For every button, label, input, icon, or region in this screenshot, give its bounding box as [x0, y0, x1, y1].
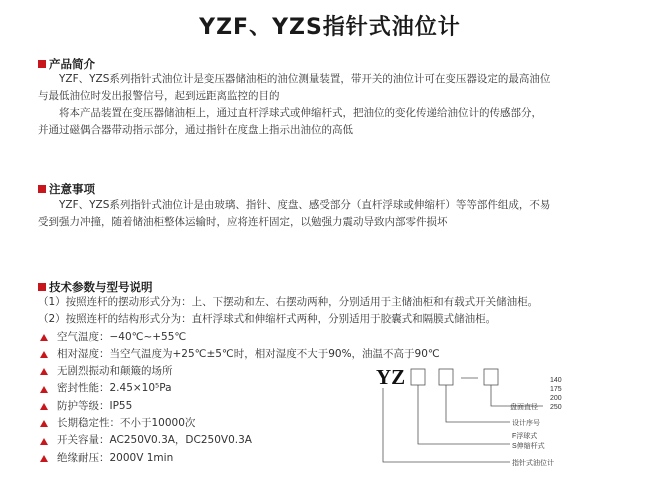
- notes-line: 受到强力冲撞，随着储油柜整体运输时，应将连杆固定，以勉强力震动导致内部零件损坏: [38, 216, 448, 228]
- diameter-option: 200: [550, 395, 562, 402]
- intro-line: 与最低油位时发出报警信号，起到远距离监控的目的: [38, 90, 280, 102]
- spec-item: 空气温度：−40℃~+55℃: [38, 329, 538, 346]
- intro-line: 并通过磁偶合器带动指示部分，通过指针在度盘上指示出油位的高低: [38, 124, 353, 136]
- spec-item: 无剧烈振动和颠簸的场所: [38, 363, 538, 380]
- spec-numbered-line: （1）按照连杆的摆动形式分为：上、下摆动和左、右摆动两种，分别适用于主储油柜和有载式开关储油柜。: [38, 296, 539, 308]
- model-box-type: [411, 369, 425, 385]
- label-f-type: F浮球式: [512, 433, 538, 440]
- label-product: 指针式油位计: [512, 460, 554, 467]
- spec-item: 开关容量：AC250V0.3A，DC250V0.3A: [38, 432, 538, 449]
- diameter-option: 175: [550, 386, 562, 393]
- label-diameter: 盘面直径: [510, 404, 538, 411]
- model-box-diameter: [484, 369, 498, 385]
- intro-line: YZF、YZS系列指针式油位计是变压器储油柜的油位测量装置，带开关的油位计可在变压器设定的最高油位: [59, 73, 551, 85]
- model-box-design: [439, 369, 453, 385]
- section-intro-title: 产品简介: [49, 57, 95, 71]
- spec-numbered-line: （2）按照连杆的结构形式分为：直杆浮球式和伸缩杆式两种，分别适用于胶囊式和隔膜式储油柜。: [38, 313, 497, 326]
- spec-item: 相对湿度：当空气温度为+25℃±5℃时，相对湿度不大于90%，油温不高于90℃: [38, 346, 538, 363]
- spec-item: 防护等级：IP55: [38, 398, 538, 415]
- page-title: YZF、YZS指针式油位计: [199, 15, 461, 40]
- label-s-type: S伸缩杆式: [512, 443, 545, 450]
- intro-line: 将本产品装置在变压器储油柜上，通过直杆浮球式或伸缩杆式，把油位的变化传递给油位计的传感部分，: [59, 107, 542, 119]
- diameter-option: 140: [550, 377, 562, 384]
- spec-item: 长期稳定性：不小于10000次: [38, 415, 538, 432]
- section-specs-title: 技术参数与型号说明: [49, 280, 153, 294]
- notes-line: YZF、YZS系列指针式油位计是由玻璃、指针、度盘、感受部分（直杆浮球或伸缩杆）等等部件组成，不易: [59, 199, 551, 211]
- spec-item: 密封性能：2.45×10⁵Pa: [38, 380, 538, 397]
- diameter-option: 250: [550, 404, 562, 411]
- section-notes-title: 注意事项: [49, 182, 95, 196]
- model-prefix: YZ: [376, 365, 406, 389]
- spec-item: 绝缘耐压：2000V 1min: [38, 450, 538, 467]
- label-design: 设计序号: [512, 420, 540, 427]
